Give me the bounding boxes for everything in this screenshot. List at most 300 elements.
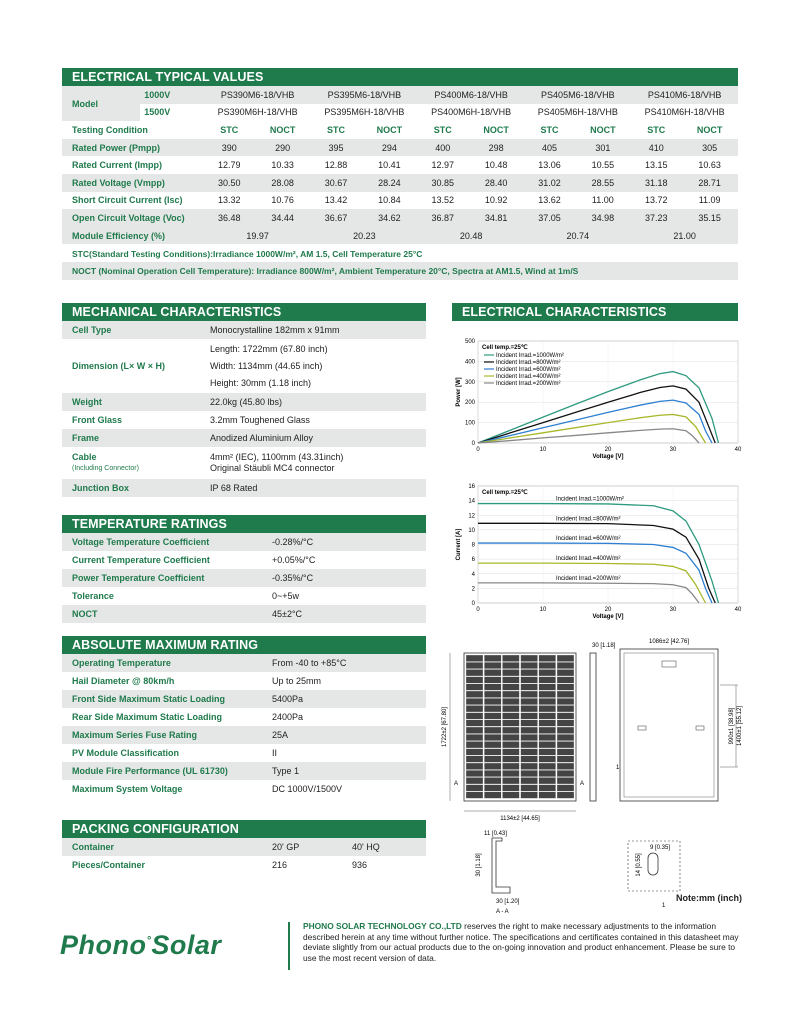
solar-cell <box>539 741 556 748</box>
solar-cell <box>557 785 574 792</box>
row-value: -0.28%/°C <box>272 537 314 547</box>
solar-cell <box>557 713 574 720</box>
solar-cell <box>484 720 501 727</box>
model-name: PS390M6-18/VHB <box>220 89 295 100</box>
solar-cell <box>521 785 538 792</box>
frame-value: Anodized Aluminium Alloy <box>210 433 314 443</box>
x-tick-label: 40 <box>734 607 742 613</box>
table-cell: 10.63 <box>698 160 721 171</box>
footer-disclaimer <box>303 921 743 963</box>
row-label: Rated Current (Impp) <box>72 160 162 171</box>
series-label: Incident Irrad.=1000W/m² <box>556 496 624 503</box>
row-key: Front Side Maximum Static Loading <box>72 694 226 704</box>
table-cell: NOCT <box>483 124 509 135</box>
table-cell: STC <box>647 124 666 135</box>
solar-cell <box>466 785 483 792</box>
dim-width-label: 1086±2 [42.76] <box>649 639 689 645</box>
solar-cell <box>539 713 556 720</box>
solar-cell <box>521 669 538 676</box>
iv-curve-chart <box>452 478 748 623</box>
absolute-table <box>62 654 426 798</box>
solar-cell <box>521 698 538 705</box>
row-key: Voltage Temperature Coefficient <box>72 537 210 547</box>
table-cell: 301 <box>595 142 611 153</box>
solar-cell <box>557 770 574 777</box>
solar-cell <box>521 792 538 799</box>
solar-cell <box>539 734 556 741</box>
table-row <box>62 174 738 192</box>
brand-logo <box>60 930 221 961</box>
glass-key: Front Glass <box>72 415 123 425</box>
x-tick-label: 30 <box>669 607 677 613</box>
table-row <box>62 139 738 157</box>
x-tick-label: 20 <box>604 447 612 453</box>
table-cell: 34.98 <box>591 212 615 223</box>
model-name: PS395M6H-18/VHB <box>324 107 405 118</box>
table-cell: NOCT <box>376 124 403 135</box>
dim-section-top: 11 [0.43] <box>484 831 507 837</box>
solar-cell <box>557 698 574 705</box>
dimension-height: Height: 30mm (1.18 inch) <box>210 377 312 388</box>
series-label: Incident Irrad.=400W/m² <box>556 556 621 563</box>
solar-cell <box>484 727 501 734</box>
solar-cell <box>484 763 501 770</box>
dim-hole-1: 9 [0.35] <box>650 845 671 851</box>
solar-cell <box>557 669 574 676</box>
table-cell: 405 <box>541 142 557 153</box>
solar-cell <box>557 684 574 691</box>
dim-section-h: 30 [1.18] <box>476 853 482 877</box>
row-value: DC 1000V/1500V <box>272 784 343 794</box>
mechanical-header: MECHANICAL CHARACTERISTICS <box>62 303 426 321</box>
section-label: A - A <box>496 909 509 915</box>
row-value: Up to 25mm <box>272 676 322 686</box>
row-key: NOCT <box>72 609 98 619</box>
footer-divider <box>288 922 290 970</box>
solar-cell <box>502 756 519 763</box>
efficiency-value: 21.00 <box>673 230 696 241</box>
table-row <box>62 726 426 744</box>
dim-mount2-label: 1400±1 [55.12] <box>737 706 743 746</box>
table-cell: 400 <box>435 142 451 153</box>
solar-cell <box>557 691 574 698</box>
weight-key: Weight <box>72 397 102 407</box>
y-tick-label: 300 <box>464 379 475 386</box>
solar-cell <box>557 705 574 712</box>
solar-cell <box>521 720 538 727</box>
solar-cell <box>557 734 574 741</box>
y-tick-label: 0 <box>471 601 475 607</box>
y-axis-label: Current [A] <box>456 528 462 561</box>
temperature-header: TEMPERATURE RATINGS <box>62 515 426 533</box>
solar-cell <box>502 770 519 777</box>
table-row <box>62 605 426 623</box>
solar-cell <box>521 684 538 691</box>
row-label: Testing Condition <box>72 124 148 135</box>
row-value: 2400Pa <box>272 712 304 722</box>
solar-cell <box>521 756 538 763</box>
y-tick-label: 400 <box>464 359 475 366</box>
solar-cell <box>521 777 538 784</box>
cable-key <box>62 447 200 479</box>
solar-cell <box>484 698 501 705</box>
row-key: Operating Temperature <box>72 658 171 668</box>
table-cell: 305 <box>702 142 718 153</box>
row-key: Power Temperature Coefficient <box>72 573 205 583</box>
stc-note: STC(Standard Testing Conditions):Irradiance 1000W/m², AM 1.5, Cell Temperature 25°C <box>72 249 423 259</box>
solar-cell <box>502 720 519 727</box>
series-label: Incident Irrad.=600W/m² <box>556 536 621 543</box>
y-tick-label: 6 <box>471 557 475 564</box>
solar-cell <box>521 662 538 669</box>
solar-cell <box>521 741 538 748</box>
row-key: PV Module Classification <box>72 748 180 758</box>
drawing-note: Note:mm (inch) <box>676 893 742 903</box>
solar-cell <box>539 749 556 756</box>
table-cell: 30.50 <box>218 177 241 188</box>
legend-label: Incident Irrad.=200W/m² <box>496 381 561 387</box>
row-key: Module Fire Performance (UL 61730) <box>72 766 228 776</box>
solar-cell <box>539 691 556 698</box>
solar-cell <box>502 741 519 748</box>
module-drawing <box>440 635 760 925</box>
table-cell: 34.44 <box>271 212 294 223</box>
table-cell: 34.62 <box>378 212 401 223</box>
weight-value: 22.0kg (45.80 lbs) <box>210 397 283 407</box>
solar-cell <box>502 792 519 799</box>
solar-cell <box>484 785 501 792</box>
row-value: From -40 to +85°C <box>272 658 347 668</box>
row-label: Rated Power (Pmpp) <box>72 142 161 153</box>
table-cell: 37.23 <box>644 212 668 223</box>
table-cell: 36.87 <box>431 212 455 223</box>
solar-cell <box>484 662 501 669</box>
table-row <box>62 209 738 227</box>
series-label: Incident Irrad.=200W/m² <box>556 575 621 582</box>
table-cell: 13.52 <box>431 195 455 206</box>
y-tick-label: 200 <box>464 400 475 407</box>
cell-type-key: Cell Type <box>72 325 112 335</box>
dim-hole-2: 14 [0.55] <box>636 853 642 877</box>
solar-cell <box>539 655 556 662</box>
solar-cell <box>557 720 574 727</box>
solar-cell <box>502 763 519 770</box>
solar-cell <box>466 777 483 784</box>
solar-cell <box>484 684 501 691</box>
electrical-typical-table <box>62 86 738 244</box>
solar-cell <box>502 713 519 720</box>
solar-cell <box>502 777 519 784</box>
table-cell: 410 <box>648 142 664 153</box>
table-cell: NOCT <box>590 124 616 135</box>
solar-cell <box>502 655 519 662</box>
section-a-left: A <box>454 781 459 787</box>
pv-curve-chart <box>452 333 748 463</box>
solar-cell <box>539 777 556 784</box>
solar-cell <box>502 705 519 712</box>
solar-cell <box>557 727 574 734</box>
connector-left <box>638 726 646 730</box>
row-value: 25A <box>272 730 289 740</box>
table-cell: 30.67 <box>324 177 348 188</box>
table-cell: 28.71 <box>698 177 721 188</box>
table-cell: 13.62 <box>538 195 561 206</box>
noct-note: NOCT (Nominal Operation Cell Temperature): Irradiance 800W/m², Ambient Temperature 20°C, Spectra at AM1.5, Wind at 1m/S <box>62 262 738 280</box>
solar-cell <box>521 705 538 712</box>
row-label: Short Circuit Current (Isc) <box>72 195 183 206</box>
efficiency-value: 20.48 <box>459 230 483 241</box>
section-a-right: A <box>580 781 585 787</box>
table-cell: 28.55 <box>591 177 615 188</box>
table-cell: 10.48 <box>484 160 508 171</box>
container-key: Container <box>72 842 115 852</box>
row-value: 5400Pa <box>272 694 304 704</box>
legend-label: Incident Irrad.=600W/m² <box>496 367 561 373</box>
cable-value-2: Original Stäubli MC4 connector <box>210 463 335 473</box>
chart-annotation: Cell temp.=25℃ <box>482 490 528 496</box>
table-cell: 12.97 <box>431 160 455 171</box>
pieces-40hq: 936 <box>352 860 368 870</box>
solar-cell <box>502 662 519 669</box>
container-20gp: 20' GP <box>272 842 300 852</box>
model-name: PS405M6-18/VHB <box>541 89 615 100</box>
solar-cell <box>484 741 501 748</box>
table-cell: 13.42 <box>324 195 348 206</box>
solar-cell <box>539 684 556 691</box>
table-cell: 36.67 <box>324 212 348 223</box>
junction-box-value: IP 68 Rated <box>210 483 258 493</box>
packing-table <box>62 838 426 874</box>
solar-cell <box>557 655 574 662</box>
table-row <box>62 744 426 762</box>
solar-cell <box>466 698 483 705</box>
glass-value: 3.2mm Toughened Glass <box>210 415 310 425</box>
solar-cell <box>502 684 519 691</box>
solar-cell <box>521 770 538 777</box>
voltage-1500-label: 1500V <box>144 107 171 118</box>
y-tick-label: 12 <box>468 513 475 520</box>
table-cell: 290 <box>275 142 291 153</box>
solar-cell <box>502 677 519 684</box>
table-cell: 13.06 <box>538 160 561 171</box>
solar-cell <box>539 669 556 676</box>
cable-value <box>200 447 426 479</box>
solar-cell <box>557 677 574 684</box>
mounting-hole <box>648 853 658 875</box>
row-label: Open Circuit Voltage (Voc) <box>72 212 185 223</box>
series-label: Incident Irrad.=800W/m² <box>556 516 621 523</box>
solar-cell <box>539 763 556 770</box>
y-tick-label: 10 <box>468 527 475 534</box>
solar-cell <box>521 677 538 684</box>
efficiency-value: 20.23 <box>353 230 376 241</box>
table-cell: 11.09 <box>698 195 721 206</box>
table-cell: 10.55 <box>591 160 615 171</box>
x-tick-label: 0 <box>476 607 480 613</box>
legend-label: Incident Irrad.=400W/m² <box>496 374 561 380</box>
table-cell: NOCT <box>696 124 723 135</box>
solar-cell <box>521 763 538 770</box>
table-row <box>62 762 426 780</box>
model-label: Model <box>72 98 98 109</box>
table-cell: 36.48 <box>218 212 241 223</box>
logo-text-1: Phono <box>60 930 147 960</box>
mark-1: 1 <box>616 765 620 771</box>
y-tick-label: 16 <box>468 484 475 490</box>
table-cell: 31.02 <box>538 177 561 188</box>
mechanical-table <box>62 321 426 497</box>
table-row <box>62 672 426 690</box>
temperature-table <box>62 533 426 623</box>
table-cell: 298 <box>488 142 504 153</box>
y-tick-label: 14 <box>468 498 475 505</box>
solar-cell <box>539 727 556 734</box>
efficiency-label: Module Efficiency (%) <box>72 230 166 241</box>
solar-cell <box>557 756 574 763</box>
table-cell: 13.15 <box>644 160 668 171</box>
solar-cell <box>539 720 556 727</box>
solar-cell <box>521 713 538 720</box>
solar-cell <box>502 727 519 734</box>
row-key: Hail Diameter @ 80km/h <box>72 676 175 686</box>
solar-cell <box>521 691 538 698</box>
solar-cell <box>484 792 501 799</box>
solar-cell <box>484 691 501 698</box>
solar-cell <box>521 749 538 756</box>
table-cell: 12.88 <box>324 160 348 171</box>
table-cell: 28.08 <box>271 177 294 188</box>
y-tick-label: 0 <box>471 441 475 447</box>
x-tick-label: 40 <box>734 447 742 453</box>
table-row <box>62 156 738 174</box>
solar-cell <box>521 734 538 741</box>
table-cell: 294 <box>381 142 397 153</box>
absolute-header: ABSOLUTE MAXIMUM RATING <box>62 636 426 654</box>
table-row <box>62 780 426 798</box>
dim-length-label: 1722±2 [67.80] <box>442 707 448 747</box>
footer-text: reserves the right to make necessary adjustments to the information described herein at any time without further notice. The specifications and certificates contained in this datasheet may deviate slightly from our actual products due to the on-going innovation and product enhancement. Please be sure to use the most recent version of data. <box>303 921 739 963</box>
x-tick-label: 0 <box>476 447 480 453</box>
x-tick-label: 10 <box>539 447 547 453</box>
table-row <box>62 533 426 551</box>
table-cell: 11.00 <box>591 195 614 206</box>
packing-header: PACKING CONFIGURATION <box>62 820 426 838</box>
frame-side <box>590 653 596 801</box>
solar-cell <box>557 741 574 748</box>
solar-cell <box>466 720 483 727</box>
row-key: Maximum System Voltage <box>72 784 183 794</box>
x-axis-label: Voltage [V] <box>592 614 624 620</box>
dim-section-w: 30 [1.20] <box>496 899 520 905</box>
solar-cell <box>502 669 519 676</box>
solar-cell <box>502 785 519 792</box>
dimension-width: Width: 1134mm (44.65 inch) <box>210 360 323 371</box>
y-tick-label: 500 <box>464 339 475 345</box>
model-name: PS400M6H-18/VHB <box>431 107 512 118</box>
table-cell: 28.40 <box>484 177 508 188</box>
y-axis-label: Power [W] <box>456 377 462 407</box>
table-cell: STC <box>433 124 452 135</box>
junction-box <box>662 661 676 667</box>
y-tick-label: 100 <box>464 420 475 427</box>
model-name: PS410M6-18/VHB <box>647 89 722 100</box>
solar-cell <box>539 756 556 763</box>
frame-key: Frame <box>72 433 100 443</box>
table-cell: STC <box>220 124 239 135</box>
logo-text-2: Solar <box>151 930 222 960</box>
pieces-20gp: 216 <box>272 860 288 870</box>
model-name: PS410M6H-18/VHB <box>644 107 725 118</box>
table-cell: 10.33 <box>271 160 294 171</box>
efficiency-value: 19.97 <box>246 230 269 241</box>
cell-type-value: Monocrystalline 182mm x 91mm <box>210 325 340 335</box>
solar-cell <box>484 756 501 763</box>
solar-cell <box>484 713 501 720</box>
y-tick-label: 4 <box>471 571 475 578</box>
solar-cell <box>539 677 556 684</box>
efficiency-value: 20.74 <box>566 230 590 241</box>
solar-cell <box>484 770 501 777</box>
x-axis-label: Voltage [V] <box>592 454 624 460</box>
junction-box-key: Junction Box <box>72 483 130 493</box>
solar-cell <box>484 669 501 676</box>
chart-annotation: Cell temp.=25℃ <box>482 345 528 351</box>
solar-cell <box>502 691 519 698</box>
container-40hq: 40' HQ <box>352 842 380 852</box>
solar-cell <box>466 705 483 712</box>
model-name: PS405M6H-18/VHB <box>537 107 618 118</box>
row-value: -0.35%/°C <box>272 573 314 583</box>
solar-cell <box>484 749 501 756</box>
model-name: PS390M6H-18/VHB <box>217 107 298 118</box>
solar-cell <box>484 677 501 684</box>
row-key: Maximum Series Fuse Rating <box>72 730 198 740</box>
row-value: Type 1 <box>272 766 300 776</box>
solar-cell <box>466 713 483 720</box>
solar-cell <box>484 777 501 784</box>
solar-cell <box>484 705 501 712</box>
table-cell: 13.72 <box>644 195 668 206</box>
row-value: +0.05%/°C <box>272 555 316 565</box>
row-key: Tolerance <box>72 591 114 601</box>
solar-cell <box>466 662 483 669</box>
row-value: 45±2°C <box>272 609 303 619</box>
model-name: PS400M6-18/VHB <box>434 89 508 100</box>
cable-value-1: 4mm² (IEC), 1100mm (43.31inch) <box>210 452 344 462</box>
solar-cell <box>539 792 556 799</box>
solar-cell <box>539 770 556 777</box>
back-view-outline <box>620 649 718 801</box>
solar-cell <box>502 698 519 705</box>
electrical-typical-header: ELECTRICAL TYPICAL VALUES <box>62 68 738 86</box>
solar-cell <box>466 749 483 756</box>
solar-cell <box>557 662 574 669</box>
table-row <box>62 569 426 587</box>
y-tick-label: 8 <box>471 542 475 549</box>
solar-cell <box>466 677 483 684</box>
dim-panel-width-label: 1134±2 [44.65] <box>500 816 540 822</box>
table-cell: 390 <box>221 142 237 153</box>
solar-cell <box>502 749 519 756</box>
solar-cell <box>466 691 483 698</box>
row-value: 0~+5w <box>272 591 300 601</box>
solar-cell <box>466 727 483 734</box>
legend-label: Incident Irrad.=1000W/m² <box>496 353 564 359</box>
table-row <box>62 121 738 139</box>
table-cell: NOCT <box>269 124 296 135</box>
solar-cell <box>466 669 483 676</box>
logo-mark: ° <box>146 935 152 947</box>
